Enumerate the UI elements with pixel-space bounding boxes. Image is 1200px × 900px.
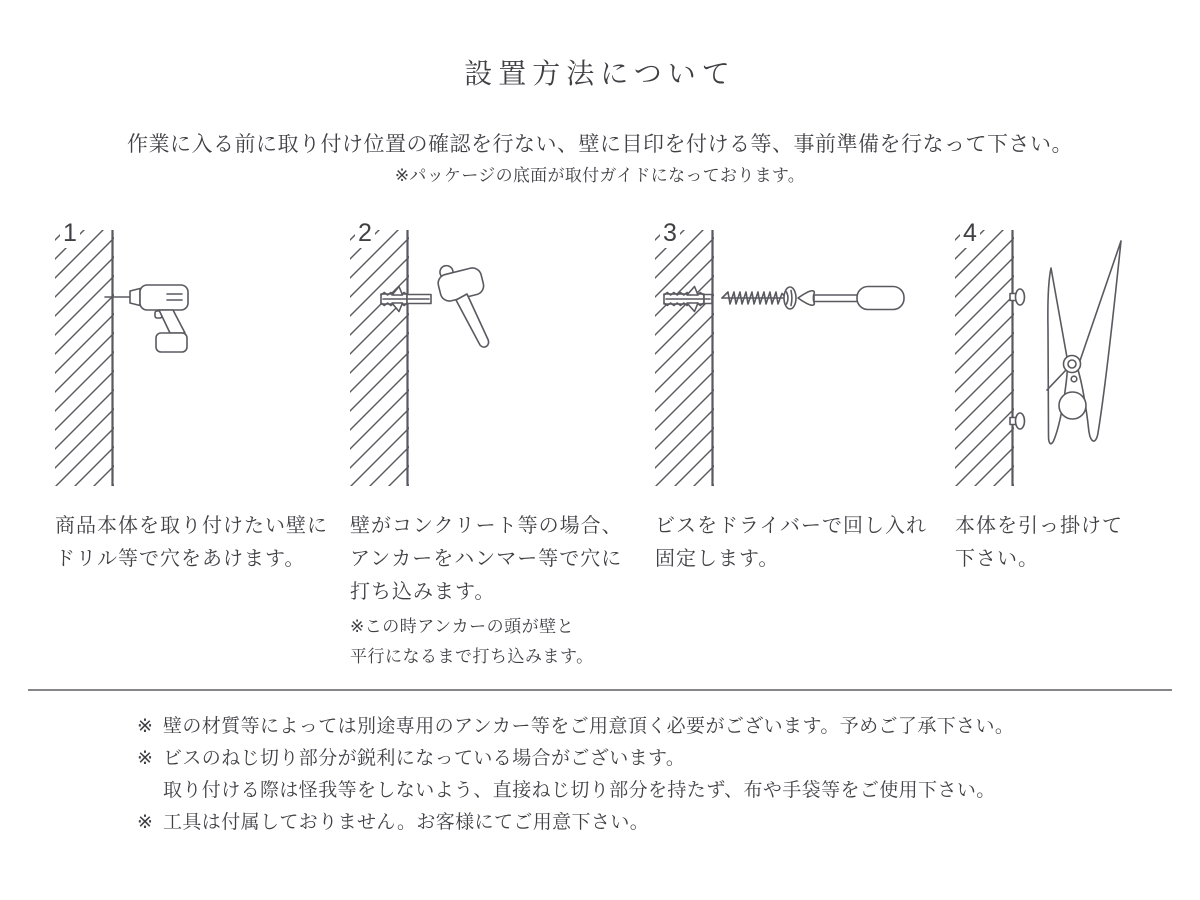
step-3 [655, 220, 955, 576]
wall-hatch [655, 224, 715, 494]
footnotes [137, 711, 1014, 839]
wall-hatch [350, 224, 410, 494]
step-1-number: 1 [60, 220, 80, 248]
step-4-caption: 本体を引っ掛けて 下さい。 [955, 515, 1123, 570]
footnote-marker: ※ [137, 748, 154, 769]
step-1 [55, 220, 345, 576]
footnote: ※ 壁の材質等によっては別途専用のアンカー等をご用意頂く必要がございます。予めご了承下さい。 [137, 711, 1014, 743]
step-4-number: 4 [960, 220, 980, 248]
footnote-marker: ※ [137, 716, 154, 737]
step-3-number: 3 [660, 220, 680, 248]
intro-note: ※パッケージの底面が取付ガイドになっております。 [394, 166, 806, 185]
step-4 [955, 220, 1200, 576]
anchor-hammer-icon [350, 224, 640, 494]
step-2-number: 2 [355, 220, 375, 248]
wall-hatch [955, 224, 1015, 494]
footnote-marker: ※ [137, 812, 154, 833]
step-2-note: ※この時アンカーの頭が壁と 平行になるまで打ち込みます。 [350, 617, 594, 666]
step-3-caption: ビスをドライバーで回し入れ 固定します。 [655, 515, 927, 570]
intro-text: 作業に入る前に取り付け位置の確認を行ない、壁に目印を付ける等、事前準備を行なって下さい。 [127, 133, 1073, 156]
footnote: ※ ビスのねじ切り部分が鋭利になっている場合がございます。 取り付ける際は怪我等をしないよう、直接ねじ切り部分を持たず、布や手袋等をご使用下さい。 [137, 743, 1014, 807]
step-2 [350, 220, 650, 672]
step-1-caption: 商品本体を取り付けたい壁に ドリル等で穴をあけます。 [55, 515, 328, 570]
page-title: 設置方法について [464, 58, 736, 89]
wall-hatch [55, 224, 115, 494]
steps-row [0, 220, 1200, 675]
hang-product-icon [955, 224, 1200, 494]
footnote: ※ 工具は付属しておりません。お客様にてご用意下さい。 [137, 807, 1014, 839]
step-2-caption: 壁がコンクリート等の場合、 アンカーをハンマー等で穴に 打ち込みます。 [350, 515, 623, 603]
screw-screwdriver-icon [655, 224, 945, 494]
divider [28, 689, 1172, 691]
drill-icon [55, 224, 345, 494]
